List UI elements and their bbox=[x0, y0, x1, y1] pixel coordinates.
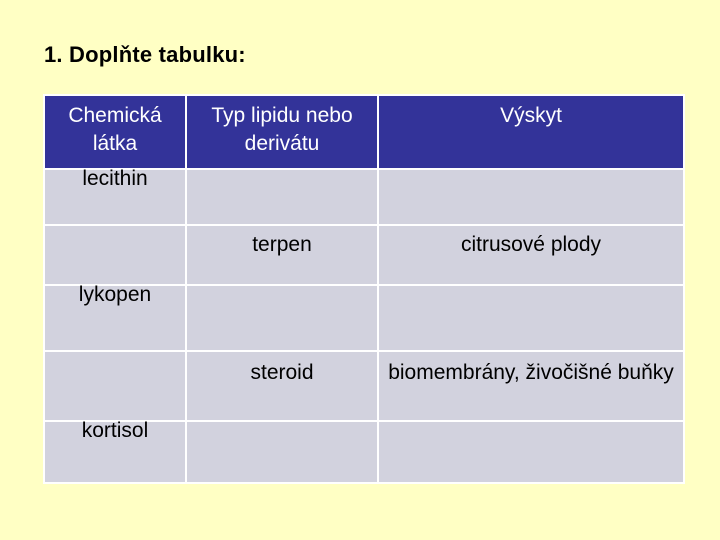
cell-type: steroid bbox=[186, 351, 378, 421]
cell-substance-text: lykopen bbox=[78, 283, 152, 306]
table-row bbox=[44, 169, 684, 225]
cell-occurrence: citrusové plody bbox=[378, 225, 684, 285]
cell-substance-text: kortisol bbox=[81, 419, 149, 442]
cell-type[interactable] bbox=[186, 421, 378, 483]
cell-substance[interactable] bbox=[44, 225, 186, 285]
header-occurrence: Výskyt bbox=[378, 95, 684, 169]
table-row bbox=[44, 225, 684, 285]
table-row bbox=[44, 351, 684, 421]
header-substance: Chemická látka bbox=[44, 95, 186, 169]
cell-occurrence[interactable] bbox=[378, 285, 684, 351]
header-row bbox=[44, 95, 684, 169]
cell-occurrence[interactable] bbox=[378, 169, 684, 225]
lipids-table bbox=[43, 94, 685, 484]
cell-substance-text: lecithin bbox=[82, 167, 148, 190]
table-row bbox=[44, 421, 684, 483]
header-type: Typ lipidu nebo derivátu bbox=[186, 95, 378, 169]
table-row bbox=[44, 285, 684, 351]
page-title: 1. Doplňte tabulku: bbox=[44, 42, 246, 67]
cell-substance bbox=[44, 169, 186, 225]
cell-substance[interactable] bbox=[44, 351, 186, 421]
cell-occurrence[interactable] bbox=[378, 421, 684, 483]
cell-type[interactable] bbox=[186, 285, 378, 351]
cell-type: terpen bbox=[186, 225, 378, 285]
cell-substance bbox=[44, 421, 186, 483]
cell-occurrence: biomembrány, živočišné buňky bbox=[378, 351, 684, 421]
cell-substance bbox=[44, 285, 186, 351]
cell-type[interactable] bbox=[186, 169, 378, 225]
